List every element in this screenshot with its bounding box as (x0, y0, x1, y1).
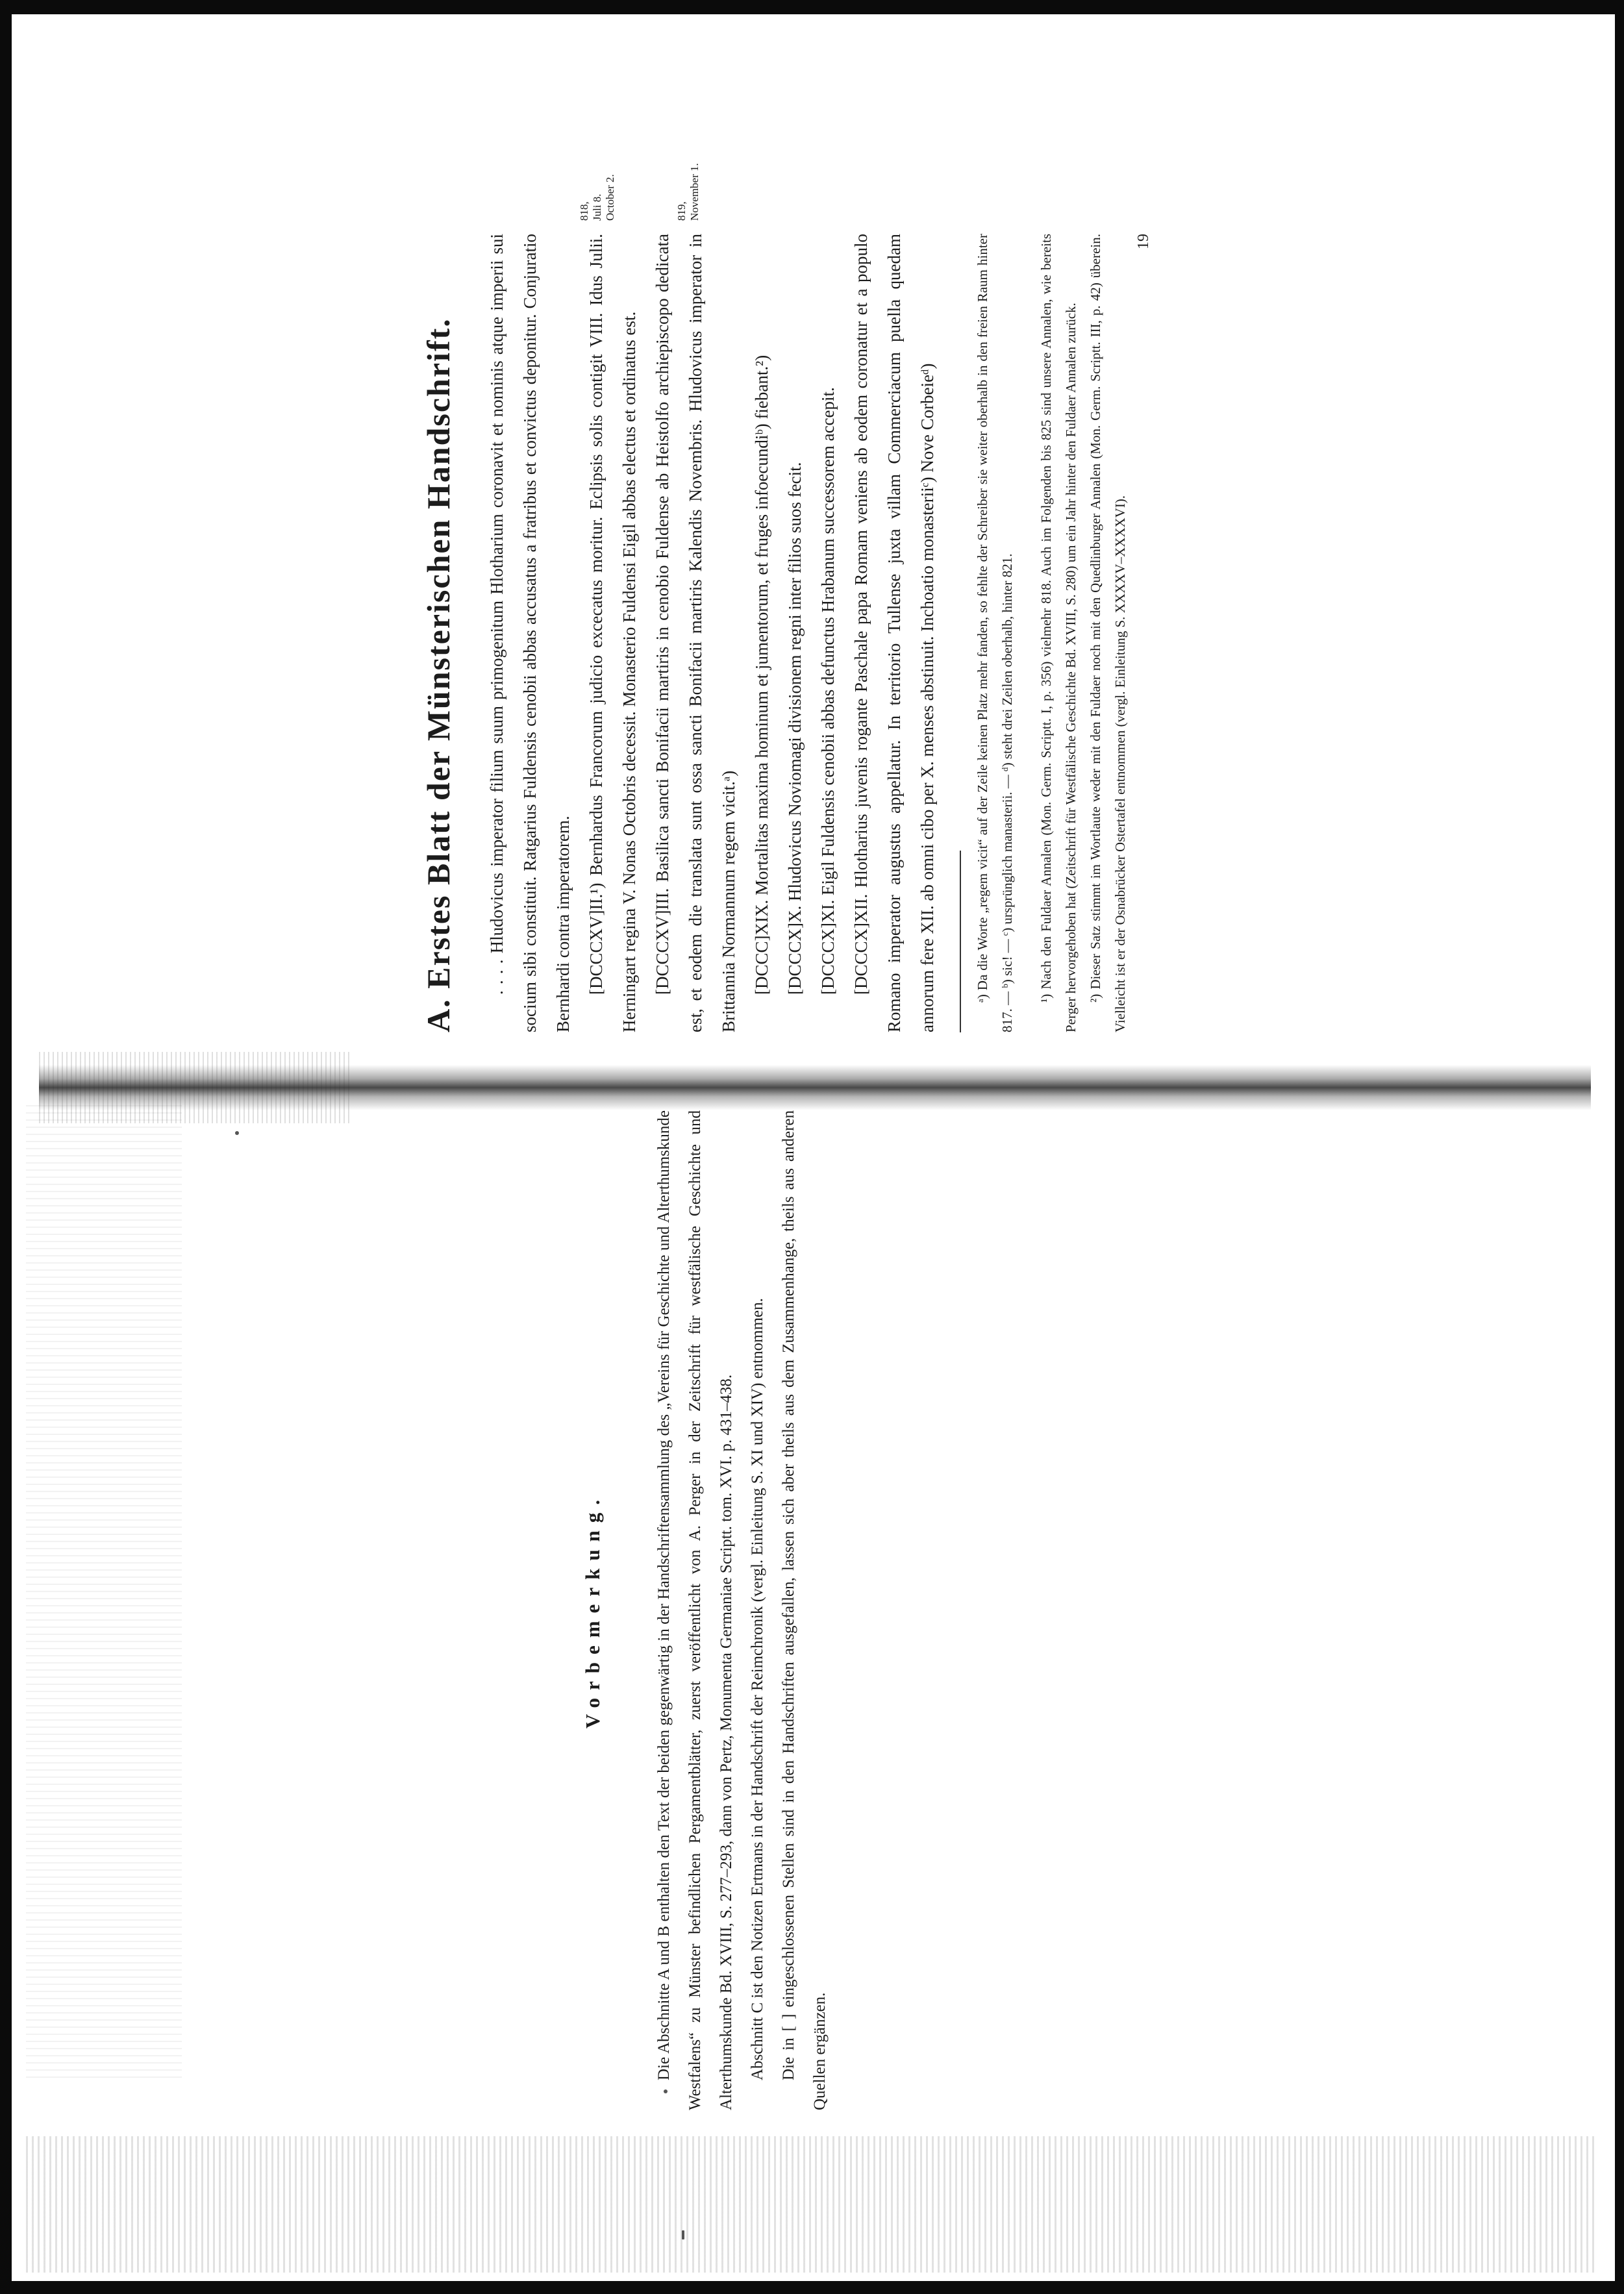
page-erstes-blatt (416, 97, 1513, 1032)
annal-entry: [DCCCX]XI. Eigil Fuldensis cenobii abbas defunctus Hrabanum successorem accepit. (818, 387, 838, 995)
footnote-letter: ᵃ) Da die Worte „regem vicit“ auf der Zeile keinen Platz mehr fanden, so fehlte der Schreiber sie weiter oberhalb in den freien Raum hinter 817. — ᵇ) sic! — ᶜ) ursprünglich manasterii. — ᵈ) steht drei Zeilen oberhalb, hinter 821. (975, 234, 1015, 1032)
page-title: A. Erstes Blatt der Münsterischen Handschrift. (420, 318, 456, 1032)
letter-footnotes (970, 234, 1019, 1032)
scan-edge-bottom (0, 2281, 1624, 2294)
scan-edge-left (0, 0, 12, 2294)
annal-entry: [DCCCX]X. Hludovicus Noviomagi divisionem regni inter filios suos fecit. (785, 462, 805, 995)
vorbemerkung-title: Vorbemerkung. (581, 1491, 604, 1729)
scan-speck (682, 2230, 684, 2239)
scan-edge-top (0, 0, 1624, 14)
footnotes (960, 234, 1132, 1032)
scan-noise-bottom (26, 2136, 1597, 2273)
page-vorbemerkung (581, 1110, 945, 2110)
annal-entry: [DCCCXV]II.¹) Bernhardus Francorum judicio excecatus moritur. Eclipsis solis contigit VIII. Idus Julii. Herningart regina V. Nonas Octobris decessit. Monasterio Fuldensi Eigil abbas electus et ordinatus est. (586, 234, 639, 1032)
footnote-rule (960, 851, 961, 1032)
number-footnotes (1034, 234, 1132, 1032)
vorbemerkung-paragraph: Die Abschnitte A und B enthalten den Text der beiden gegenwärtig in der Handschriftensammlung des „Vereins für Geschichte und Alterthumskunde Westfalens“ zu Münster befindlichen Pergamentblätter, zuerst veröffentlicht von A. Perger in der Zeitschrift für westfälische Geschichte und Alterthumskunde Bd. XVIII, S. 277–293, dann von Pertz, Monumenta Germaniae Scriptt. tom. XVI. p. 431–438. (655, 1110, 735, 2110)
vorbemerkung-paragraph: Die in [ ] eingeschlossenen Stellen sind in den Handschriften ausgefallen, lassen sich aber theils aus dem Zusammenhange, theils aus anderen Quellen ergänzen. (780, 1110, 829, 2110)
annals-text (481, 163, 944, 1032)
footnote-number: ¹) Nach den Fuldaer Annalen (Mon. Germ. Scriptt. I, p. 356) vielmehr 818. Auch im Folgenden bis 825 sind unsere Annalen, wie bereits Perger hervorgehoben hat (Zeitschrift für Westfälische Geschichte Bd. XVIII, S. 280) um ein Jahr hinter den Fuldaer Annalen zurück. (1038, 234, 1079, 1032)
book-gutter (39, 1065, 1591, 1110)
annal-entry: . . . . Hludovicus imperator filium suum primogenitum Hlotharium coronavit et nominis atque imperii sui socium sibi constituit. Ratgarius Fuldensis cenobii abbas accusatus a fratribus et convictus deponitur. Conjuratio Bernhardi contra imperatorem. (487, 234, 573, 1032)
scan-edge-right (1615, 0, 1624, 2294)
margin-date-note: 819, November 1. (675, 163, 701, 221)
annal-entry: [DCCCXV]III. Basilica sancti Bonifacii martiris in cenobio Fuldense ab Heistolfo archiepiscopo dedicata est, et eodem die translata sunt ossa sancti Bonifacii martiris Kalendis Novembris. Hludovicus imperator in Brittannia Normannum regem vicit.ᵃ) (653, 234, 738, 1032)
annal-entry: [DCCCX]XII. Hlotharius juvenis rogante Paschale papa Romam veniens ab eodem coronatur et a populo Romano imperator augustus appellatur. In territorio Tullense juxta villam Commerciacum puella quedam annorum fere XII. ab omni cibo per X. menses abstinuit. Inchoatio monasteriiᶜ) Nove Corbeieᵈ) (851, 234, 937, 1032)
scan-speck (235, 1131, 239, 1135)
vorbemerkung-paragraph: Abschnitt C ist den Notizen Ertmans in der Handschrift der Reimchronik (vergl. Einleitung S. XI und XIV) entnommen. (749, 1298, 766, 2080)
margin-date-note: 818, Juli 8. October 2. (578, 174, 616, 221)
scan-noise-left (26, 1104, 182, 2078)
folio-number: 19 (1135, 234, 1152, 249)
footnote-number: ²) Dieser Satz stimmt im Wortlaute weder mit den Fuldaer noch mit den Quedlinburger Annalen (Mon. Germ. Scriptt. III, p. 42) überein. Vielleicht ist er der Osnabrücker Ostertafel entnommen (vergl. Einleitung S. XXXXV–XXXXVI). (1088, 234, 1128, 1032)
annal-entry: [DCCC]XIX. Mortalitas maxima hominum et jumentorum, et fruges infoecundiᵇ) fiebant.²) (752, 355, 771, 995)
